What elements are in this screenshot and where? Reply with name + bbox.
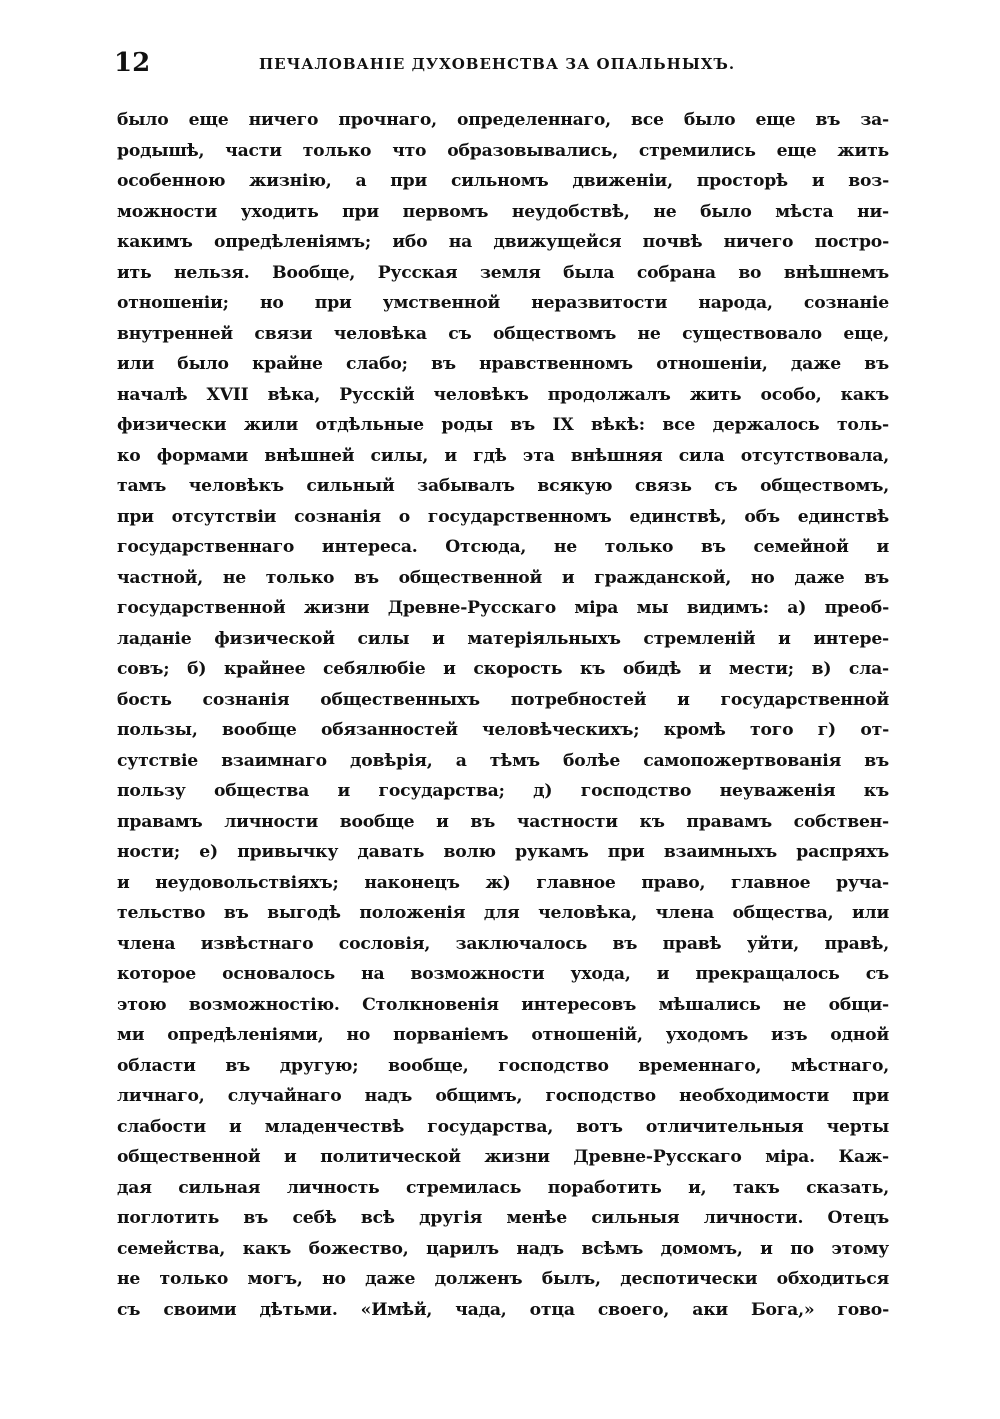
text-line: которое основалось на возможности ухода, и прекращалось съ [117, 964, 889, 984]
text-line: тамъ человѣкъ сильный забывалъ всякую связь съ обществомъ, [117, 476, 889, 496]
text-line: отношеніи; но при умственной неразвитости народа, сознаніе [117, 293, 889, 313]
text-line: государственнаго интереса. Отсюда, не только въ семейной и [117, 537, 889, 557]
page-header [114, 46, 886, 80]
text-line: частной, не только въ общественной и гражданской, но даже въ [117, 567, 889, 588]
text-line: совъ; б) крайнее себялюбіе и скорость къ обидѣ и мести; в) сла- [117, 659, 889, 679]
text-line: правамъ личности вообще и въ частности къ правамъ собствен- [117, 811, 889, 832]
page-number: 12 [114, 48, 151, 78]
text-line: члена извѣстнаго сословія, заключалось въ правѣ уйти, правѣ, [117, 933, 889, 954]
text-line: какимъ опредѣленіямъ; ибо на движущейся почвѣ ничего постро- [117, 232, 889, 252]
text-line: личнаго, случайнаго надъ общимъ, господство необходимости при [117, 1086, 889, 1106]
text-line: пользу общества и государства; д) господство неуваженія къ [117, 781, 889, 801]
text-line: пользы, вообще обязанностей человѣческихъ; кромѣ того г) от- [117, 720, 889, 740]
text-line: ладаніе физической силы и матеріяльныхъ стремленій и интере- [117, 628, 889, 649]
body-text [117, 105, 889, 1325]
text-line: было еще ничего прочнаго, определеннаго, все было еще въ за- [117, 110, 889, 130]
running-title: ПЕЧАЛОВАНІЕ ДУХОВЕНСТВА ЗА ОПАЛЬНЫХЪ. [259, 55, 736, 73]
text-line: сутствіе взаимнаго довѣрія, а тѣмъ болѣе самопожертвованія въ [117, 750, 889, 771]
text-line: физически жили отдѣльные роды въ IX вѣкѣ: все держалось толь- [117, 415, 889, 435]
text-line: при отсутствіи сознанія о государственномъ единствѣ, объ единствѣ [117, 506, 889, 527]
text-line: можности уходить при первомъ неудобствѣ, не было мѣста ни- [117, 201, 889, 222]
text-line: или было крайне слабо; въ нравственномъ отношеніи, даже въ [117, 354, 889, 374]
text-line: бость сознанія общественныхъ потребностей и государственной [117, 689, 889, 710]
text-line: ко формами внѣшней силы, и гдѣ эта внѣшняя сила отсутствовала, [117, 445, 889, 466]
text-line: государственной жизни Древне-Русскаго міра мы видимъ: а) преоб- [117, 598, 889, 618]
text-line: семейства, какъ божество, царилъ надъ всѣмъ домомъ, и по этому [117, 1238, 889, 1259]
text-line: поглотить въ себѣ всѣ другія менѣе сильныя личности. Отецъ [117, 1208, 889, 1228]
text-line: тельство въ выгодѣ положенія для человѣка, члена общества, или [117, 903, 889, 923]
text-line: ности; е) привычку давать волю рукамъ при взаимныхъ распряхъ [117, 842, 889, 862]
text-line: не только могъ, но даже долженъ былъ, деспотически обходиться [117, 1269, 889, 1289]
text-line: ить нельзя. Вообще, Русская земля была собрана во внѣшнемъ [117, 262, 889, 283]
text-line: этою возможностію. Столкновенія интересовъ мѣшались не общи- [117, 994, 889, 1015]
text-line: области въ другую; вообще, господство временнаго, мѣстнаго, [117, 1055, 889, 1076]
text-line: и неудовольствіяхъ; наконецъ ж) главное право, главное руча- [117, 872, 889, 893]
text-line: общественной и политической жизни Древне-Русскаго міра. Каж- [117, 1147, 889, 1167]
text-line: дая сильная личность стремилась поработить и, такъ сказать, [117, 1177, 889, 1198]
text-line: съ своими дѣтьми. «Имѣй, чада, отца своего, аки Бога,» гово- [117, 1299, 889, 1320]
text-line: началѣ XVII вѣка, Русскій человѣкъ продолжалъ жить особо, какъ [117, 384, 889, 405]
text-line: особенною жизнію, а при сильномъ движеніи, просторѣ и воз- [117, 171, 889, 191]
text-line: слабости и младенчествѣ государства, вотъ отличительныя черты [117, 1116, 889, 1137]
text-line: внутренней связи человѣка съ обществомъ не существовало еще, [117, 323, 889, 344]
text-line: ми опредѣленіями, но порваніемъ отношеній, уходомъ изъ одной [117, 1025, 889, 1045]
text-line: родышѣ, части только что образовывались, стремились еще жить [117, 140, 889, 161]
